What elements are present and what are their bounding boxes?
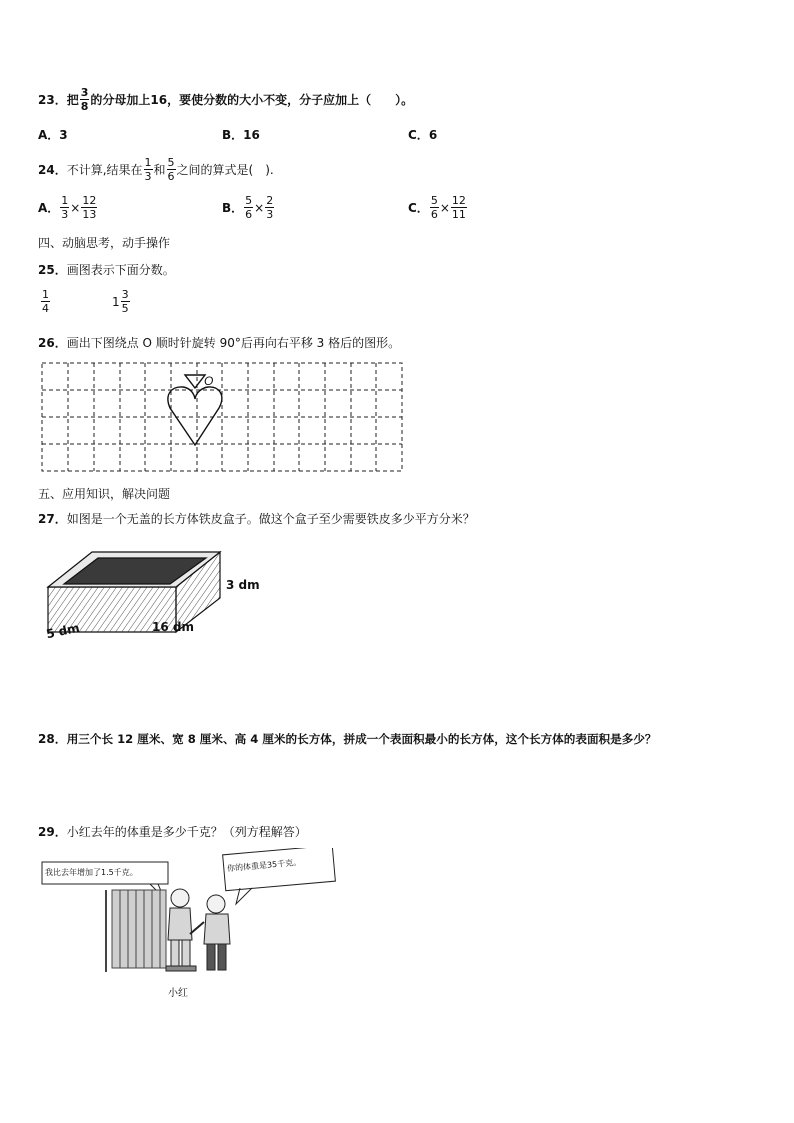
q24-text-a: 不计算,结果在 [66, 163, 143, 177]
q29-number: 29． [38, 825, 67, 839]
q23-frac-num: 3 [80, 86, 89, 99]
option-value: 6 [428, 128, 438, 142]
q27-stem [38, 510, 475, 527]
frac-den: 3 [266, 208, 274, 221]
option-label: B． [222, 201, 244, 215]
frac-num: 12 [82, 194, 97, 207]
q24-fraction-2 [167, 156, 176, 183]
q29-stem [38, 823, 307, 840]
q28-number: 28． [38, 732, 67, 746]
option-label: C． [408, 128, 429, 142]
box-height-label: 3 dm [226, 578, 260, 592]
q27-text: 如图是一个无盖的长方体铁皮盒子。做这个盒子至少需要铁皮多少平方分米？ [66, 512, 475, 526]
q28-stem [38, 730, 657, 747]
frac-den: 6 [245, 208, 253, 221]
q23-text-b: 的分母加上16，要使分数的大小不变，分子应加上（ ）。 [90, 93, 414, 107]
frac-den: 11 [451, 208, 466, 221]
q24-text-b: 之间的算式是( ). [176, 163, 274, 177]
q28-text: 用三个长 12 厘米、宽 8 厘米、高 4 厘米的长方体，拼成一个表面积最小的长方体，这个长方体的表面积是多少？ [66, 731, 657, 746]
frac-num: 5 [430, 194, 438, 207]
frac-den: 6 [430, 208, 438, 221]
option-label: B． [222, 128, 244, 142]
q24-option-a[interactable] [38, 194, 98, 221]
frac-num: 5 [167, 156, 175, 169]
box-length-label: 16 dm [152, 620, 194, 634]
q23-fraction [80, 86, 90, 113]
q26-number: 26． [38, 336, 67, 350]
times-sign: × [439, 200, 450, 215]
frac-num: 2 [266, 194, 274, 207]
q27-number: 27． [38, 512, 67, 526]
frac-den: 3 [61, 208, 69, 221]
frac-den: 13 [82, 208, 97, 221]
mixed-whole: 1 [112, 294, 120, 309]
box-width-label: 5 dm [44, 620, 81, 642]
q24-option-c[interactable] [408, 194, 468, 221]
dashed-grid [42, 363, 402, 471]
option-frac-b [265, 194, 274, 221]
q23-option-c[interactable] [408, 126, 437, 143]
figure-caption: 小红 [168, 988, 188, 999]
point-o-label: O [204, 374, 214, 388]
frac-den: 3 [144, 170, 152, 183]
option-frac-a [60, 194, 69, 221]
q24-fraction-1 [144, 156, 153, 183]
q23-text-a: 把 [66, 93, 79, 107]
curtain-drawing [106, 890, 166, 972]
q25-number: 25． [38, 263, 67, 277]
section-4-title: 四、动脑思考，动手操作 [38, 236, 171, 250]
frac-num: 12 [451, 194, 466, 207]
option-frac-a [244, 194, 253, 221]
option-frac-b [81, 194, 97, 221]
q26-stem [38, 334, 400, 351]
frac-num: 1 [42, 288, 49, 301]
q25-text: 画图表示下面分数。 [66, 263, 175, 277]
boy-figure [190, 895, 230, 970]
section-5-title: 五、应用知识，解决问题 [38, 487, 171, 501]
q24-text-and: 和 [153, 163, 166, 177]
times-sign: × [254, 200, 265, 215]
frac-den: 4 [42, 302, 49, 315]
girl-figure [166, 889, 196, 971]
q25-stem [38, 261, 175, 278]
q23-stem [38, 86, 413, 113]
q23-option-a[interactable] [38, 126, 68, 143]
q25-fraction-1 [40, 288, 51, 315]
q24-option-b[interactable] [222, 194, 275, 221]
option-label: A． [38, 201, 60, 215]
times-sign: × [70, 200, 81, 215]
frac-den: 6 [167, 170, 175, 183]
option-label: C． [408, 201, 429, 215]
option-value: 16 [243, 128, 260, 142]
q26-text: 画出下图绕点 O 顺时针旋转 90°后再向右平移 3 格后的图形。 [66, 336, 401, 350]
q24-stem [38, 156, 274, 183]
q23-number: 23． [38, 93, 67, 107]
speech-bubble-right-tail [236, 888, 252, 904]
speech-bubble-left-text: 我比去年增加了1.5千克。 [45, 868, 138, 877]
q23-option-b[interactable] [222, 126, 260, 143]
option-frac-b [451, 194, 467, 221]
frac-num: 3 [121, 288, 129, 301]
option-value: 3 [59, 128, 68, 142]
q29-text: 小红去年的体重是多少千克？（列方程解答） [66, 825, 307, 839]
frac-num: 1 [61, 194, 69, 207]
option-label: A． [38, 128, 60, 142]
option-frac-a [430, 194, 439, 221]
frac-num: 5 [245, 194, 253, 207]
q26-grid-figure [40, 360, 406, 474]
heart-shape [168, 375, 222, 445]
q23-frac-den: 8 [80, 100, 89, 113]
q25-fraction-2 [112, 288, 131, 315]
q24-number: 24． [38, 163, 67, 177]
speech-bubble-right-text: 你的体重是35千克。 [226, 857, 302, 874]
frac-num: 1 [144, 156, 152, 169]
frac-den: 5 [121, 302, 129, 315]
